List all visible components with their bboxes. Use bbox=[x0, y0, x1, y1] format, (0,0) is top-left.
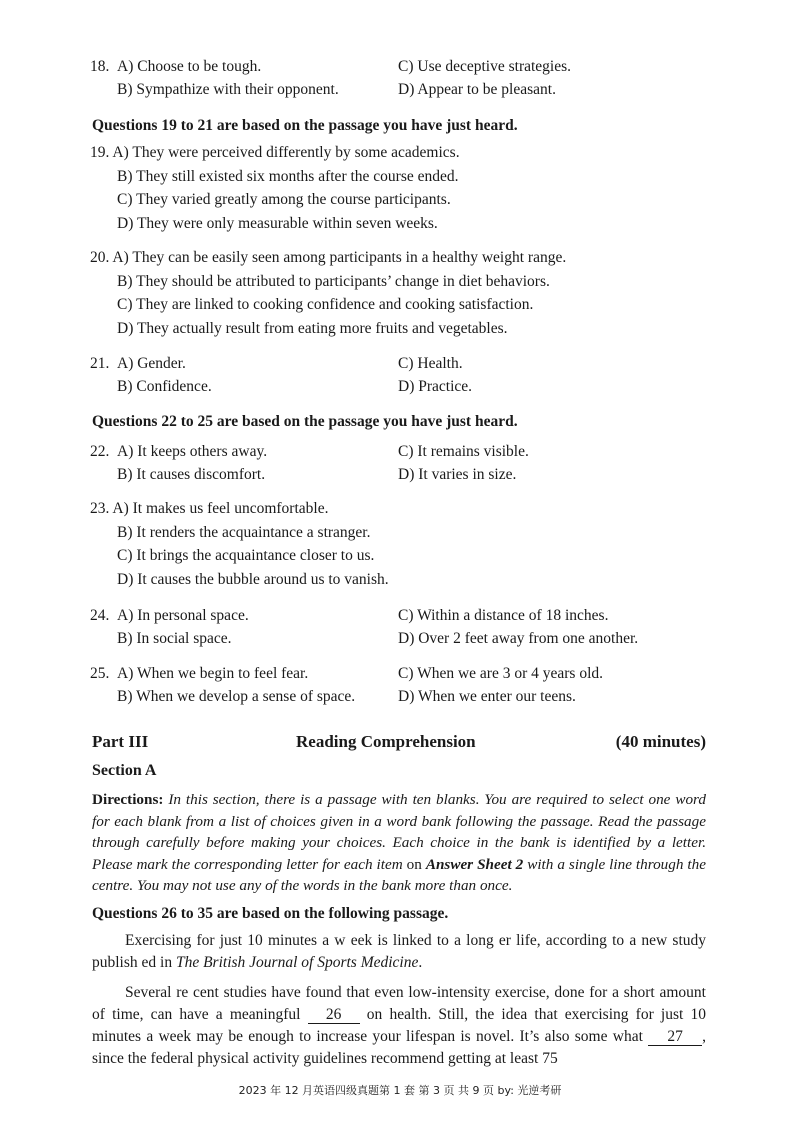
option-b: B) It renders the acquaintance a stranger. bbox=[117, 523, 371, 541]
question-19 bbox=[90, 141, 710, 235]
passage-text: Several re cent studies have found that even low-intensity exercise, done for a short amount of time, can have a meaningful bbox=[92, 984, 706, 1023]
page-footer: 2023 年 12 月英语四级真题第 1 套 第 3 页 共 9 页 by: 光逆考研 bbox=[238, 1084, 562, 1097]
directions-text: In this section, there is a passage with ten blanks. You are required to select one word for each blank from a list of choices given in a word bank following the passage. Read the passage through carefully before making your choices. Each choice in the bank is identified by a letter. Please mark the corresponding letter for each item bbox=[92, 791, 707, 873]
question-number: 20. bbox=[90, 249, 110, 266]
section-heading-19-21: Questions 19 to 21 are based on the passage you have just heard. bbox=[92, 117, 518, 134]
question-number: 21. bbox=[90, 355, 110, 372]
option-c: C) When we are 3 or 4 years old. bbox=[398, 665, 604, 682]
question-number: 22. bbox=[90, 443, 110, 460]
option-d: D) They were only measurable within seven weeks. bbox=[117, 214, 438, 232]
option-b: B) In social space. bbox=[117, 630, 232, 647]
directions-label: Directions: bbox=[92, 791, 164, 808]
option-d: D) It varies in size. bbox=[398, 466, 517, 483]
option-a: A) Choose to be tough. bbox=[117, 58, 262, 75]
question-number: 18. bbox=[90, 58, 110, 75]
option-a: A) It makes us feel uncomfortable. bbox=[112, 500, 329, 517]
option-d: D) They actually result from eating more fruits and vegetables. bbox=[117, 319, 508, 337]
question-20 bbox=[90, 246, 710, 340]
question-number: 23. bbox=[90, 500, 110, 517]
option-a: A) They can be easily seen among participants in a healthy weight range. bbox=[112, 249, 567, 266]
question-number: 19. bbox=[90, 144, 110, 161]
passage-paragraph-2 bbox=[92, 982, 706, 1070]
part-header bbox=[92, 732, 706, 754]
option-b: B) Confidence. bbox=[117, 378, 212, 395]
passage-text: Exercising for just 10 minutes a w eek is linked to a long er life, according to a new study publish ed in bbox=[92, 932, 706, 971]
option-a: A) Gender. bbox=[117, 355, 186, 372]
part-label: Part III bbox=[92, 732, 149, 751]
question-21 bbox=[90, 352, 710, 398]
part-title: Reading Comprehension bbox=[296, 732, 476, 751]
option-b: B) It causes discomfort. bbox=[117, 466, 266, 483]
option-c: C) Health. bbox=[398, 355, 463, 372]
directions-on: on bbox=[402, 855, 426, 873]
option-a: A) It keeps others away. bbox=[117, 443, 268, 460]
option-d: D) It causes the bubble around us to vanish. bbox=[117, 570, 389, 588]
section-label: Section A bbox=[92, 762, 157, 779]
passage-text: . bbox=[418, 954, 423, 971]
option-c: C) Within a distance of 18 inches. bbox=[398, 607, 609, 624]
option-c: C) It brings the acquaintance closer to us. bbox=[117, 547, 375, 564]
blank-27: 27 bbox=[648, 1028, 702, 1046]
option-b: B) When we develop a sense of space. bbox=[117, 688, 356, 705]
passage-text: on health. Still, the idea that exercising for just 10 minutes a week may be enough to increase your lifespan is novel. It’s also some what bbox=[92, 1006, 706, 1045]
option-a: A) When we begin to feel fear. bbox=[117, 665, 309, 682]
option-c: C) It remains visible. bbox=[398, 443, 529, 460]
section-heading-22-25: Questions 22 to 25 are based on the passage you have just heard. bbox=[92, 413, 518, 430]
question-18 bbox=[90, 55, 710, 101]
directions bbox=[92, 789, 706, 897]
option-b: B) They should be attributed to participants’ change in diet behaviors. bbox=[117, 272, 550, 290]
option-a: A) They were perceived differently by some academics. bbox=[112, 144, 460, 161]
option-d: D) Over 2 feet away from one another. bbox=[398, 630, 639, 647]
option-c: C) They varied greatly among the course participants. bbox=[117, 191, 451, 208]
question-24 bbox=[90, 604, 710, 650]
question-22 bbox=[90, 440, 710, 486]
answer-sheet-label: Answer Sheet 2 bbox=[425, 855, 524, 873]
section-heading-26-35: Questions 26 to 35 are based on the following passage. bbox=[92, 905, 449, 922]
option-d: D) Appear to be pleasant. bbox=[398, 81, 556, 98]
question-23 bbox=[90, 497, 710, 591]
option-c: C) They are linked to cooking confidence and cooking satisfaction. bbox=[117, 296, 534, 313]
blank-26: 26 bbox=[308, 1006, 360, 1024]
option-c: C) Use deceptive strategies. bbox=[398, 58, 572, 75]
question-number: 24. bbox=[90, 607, 110, 624]
journal-title: The British Journal of Sports Medicine bbox=[175, 954, 419, 971]
part-time: (40 minutes) bbox=[615, 732, 706, 751]
option-d: D) Practice. bbox=[398, 378, 473, 395]
option-b: B) Sympathize with their opponent. bbox=[117, 81, 339, 98]
option-d: D) When we enter our teens. bbox=[398, 688, 576, 705]
question-number: 25. bbox=[90, 665, 110, 682]
option-b: B) They still existed six months after the course ended. bbox=[117, 167, 459, 185]
question-25 bbox=[90, 662, 710, 708]
directions-text-end: with a single line through the centre. You may not use any of the words in the bank more than once. bbox=[92, 855, 706, 895]
option-a: A) In personal space. bbox=[117, 607, 249, 624]
passage-text: , since the federal physical activity guidelines recommend getting at least 75 bbox=[92, 1028, 706, 1067]
passage-paragraph-1 bbox=[92, 930, 706, 974]
